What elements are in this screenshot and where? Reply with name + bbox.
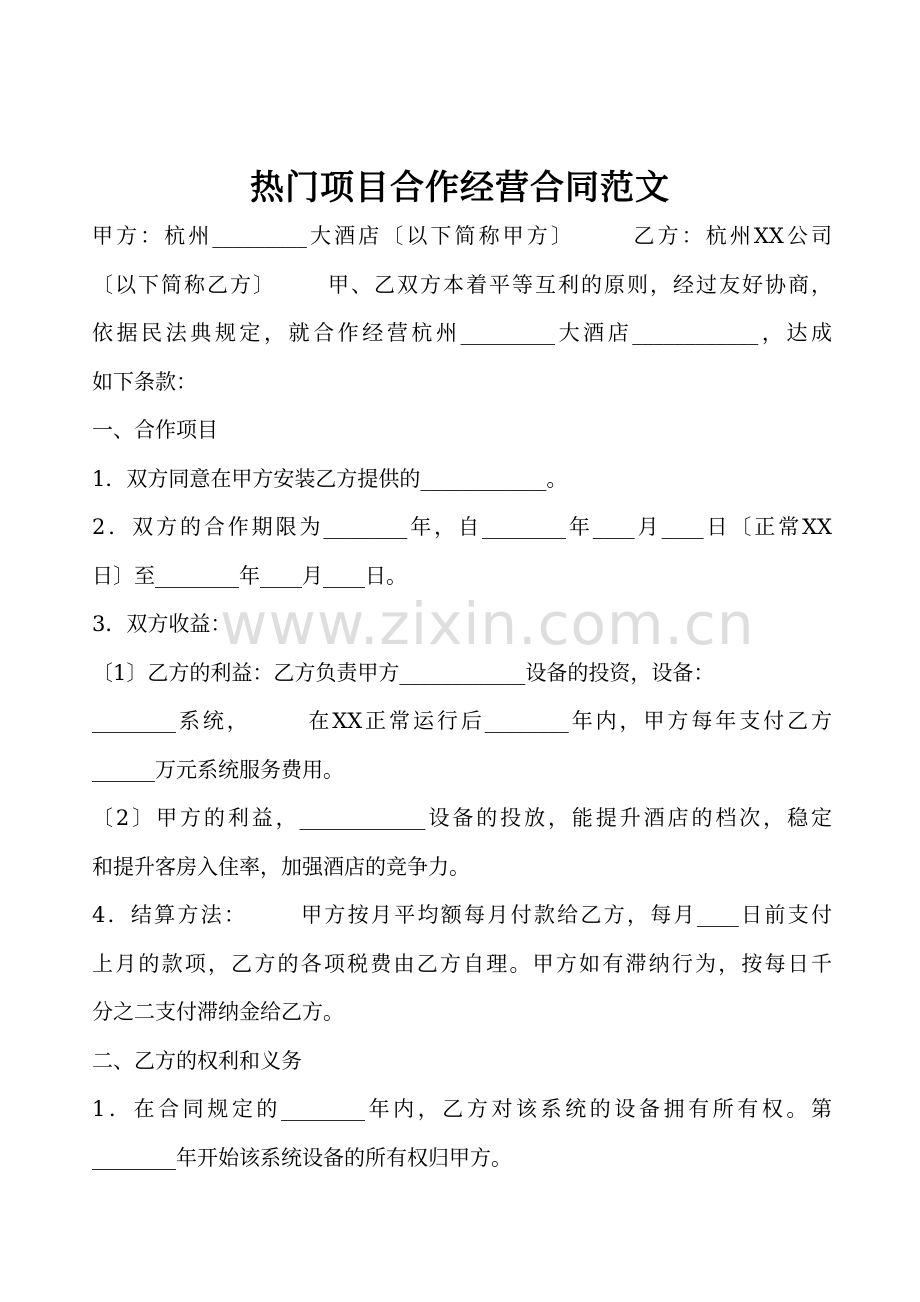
body-line: 甲方：杭州_________大酒店〔以下简称甲方〕 乙方：杭州XX公司 — [92, 224, 832, 248]
body-line: 4．结算方法： 甲方按月平均额每月付款给乙方，每月____日前支付 — [92, 903, 832, 927]
body-line: 2．双方的合作期限为________年，自________年____月____日〔正常XX — [92, 515, 832, 539]
body-line: 1．双方同意在甲方安装乙方提供的____________。 — [92, 466, 568, 491]
body-line: 3．双方收益： — [92, 612, 232, 636]
body-line: 依据民法典规定，就合作经营杭州_________大酒店____________，达成 — [92, 321, 832, 345]
body-line: 分之二支付滞纳金给乙方。 — [92, 1000, 344, 1024]
body-line: 如下条款： — [92, 369, 197, 394]
body-line: 和提升客房入住率，加强酒店的竞争力。 — [92, 854, 470, 879]
body-line: ______万元系统服务费用。 — [92, 757, 344, 782]
body-line: ________年开始该系统设备的所有权归甲方。 — [92, 1145, 512, 1170]
document-title: 热门项目合作经营合同范文 — [250, 168, 670, 208]
watermark: www.zixin.com.cn — [220, 590, 755, 658]
document-body — [92, 212, 832, 1182]
body-line: 二、乙方的权利和义务 — [92, 1048, 302, 1073]
body-line: 上月的款项，乙方的各项税费由乙方自理。甲方如有滞纳行为，按每日千 — [92, 951, 832, 976]
body-line: 一、合作项目 — [92, 418, 218, 442]
body-line: 日〕至________年____月____日。 — [92, 563, 407, 588]
body-line: 〔2〕甲方的利益，____________设备的投放，能提升酒店的档次，稳定 — [92, 806, 832, 830]
body-line: ________系统， 在XX正常运行后________年内，甲方每年支付乙方 — [92, 709, 832, 733]
body-line: 〔以下简称乙方〕 甲、乙双方本着平等互利的原则，经过友好协商， — [92, 272, 832, 297]
body-line: 1．在合同规定的________年内，乙方对该系统的设备拥有所有权。第 — [92, 1097, 832, 1121]
body-line: 〔1〕乙方的利益：乙方负责甲方____________设备的投资，设备： — [92, 660, 715, 685]
